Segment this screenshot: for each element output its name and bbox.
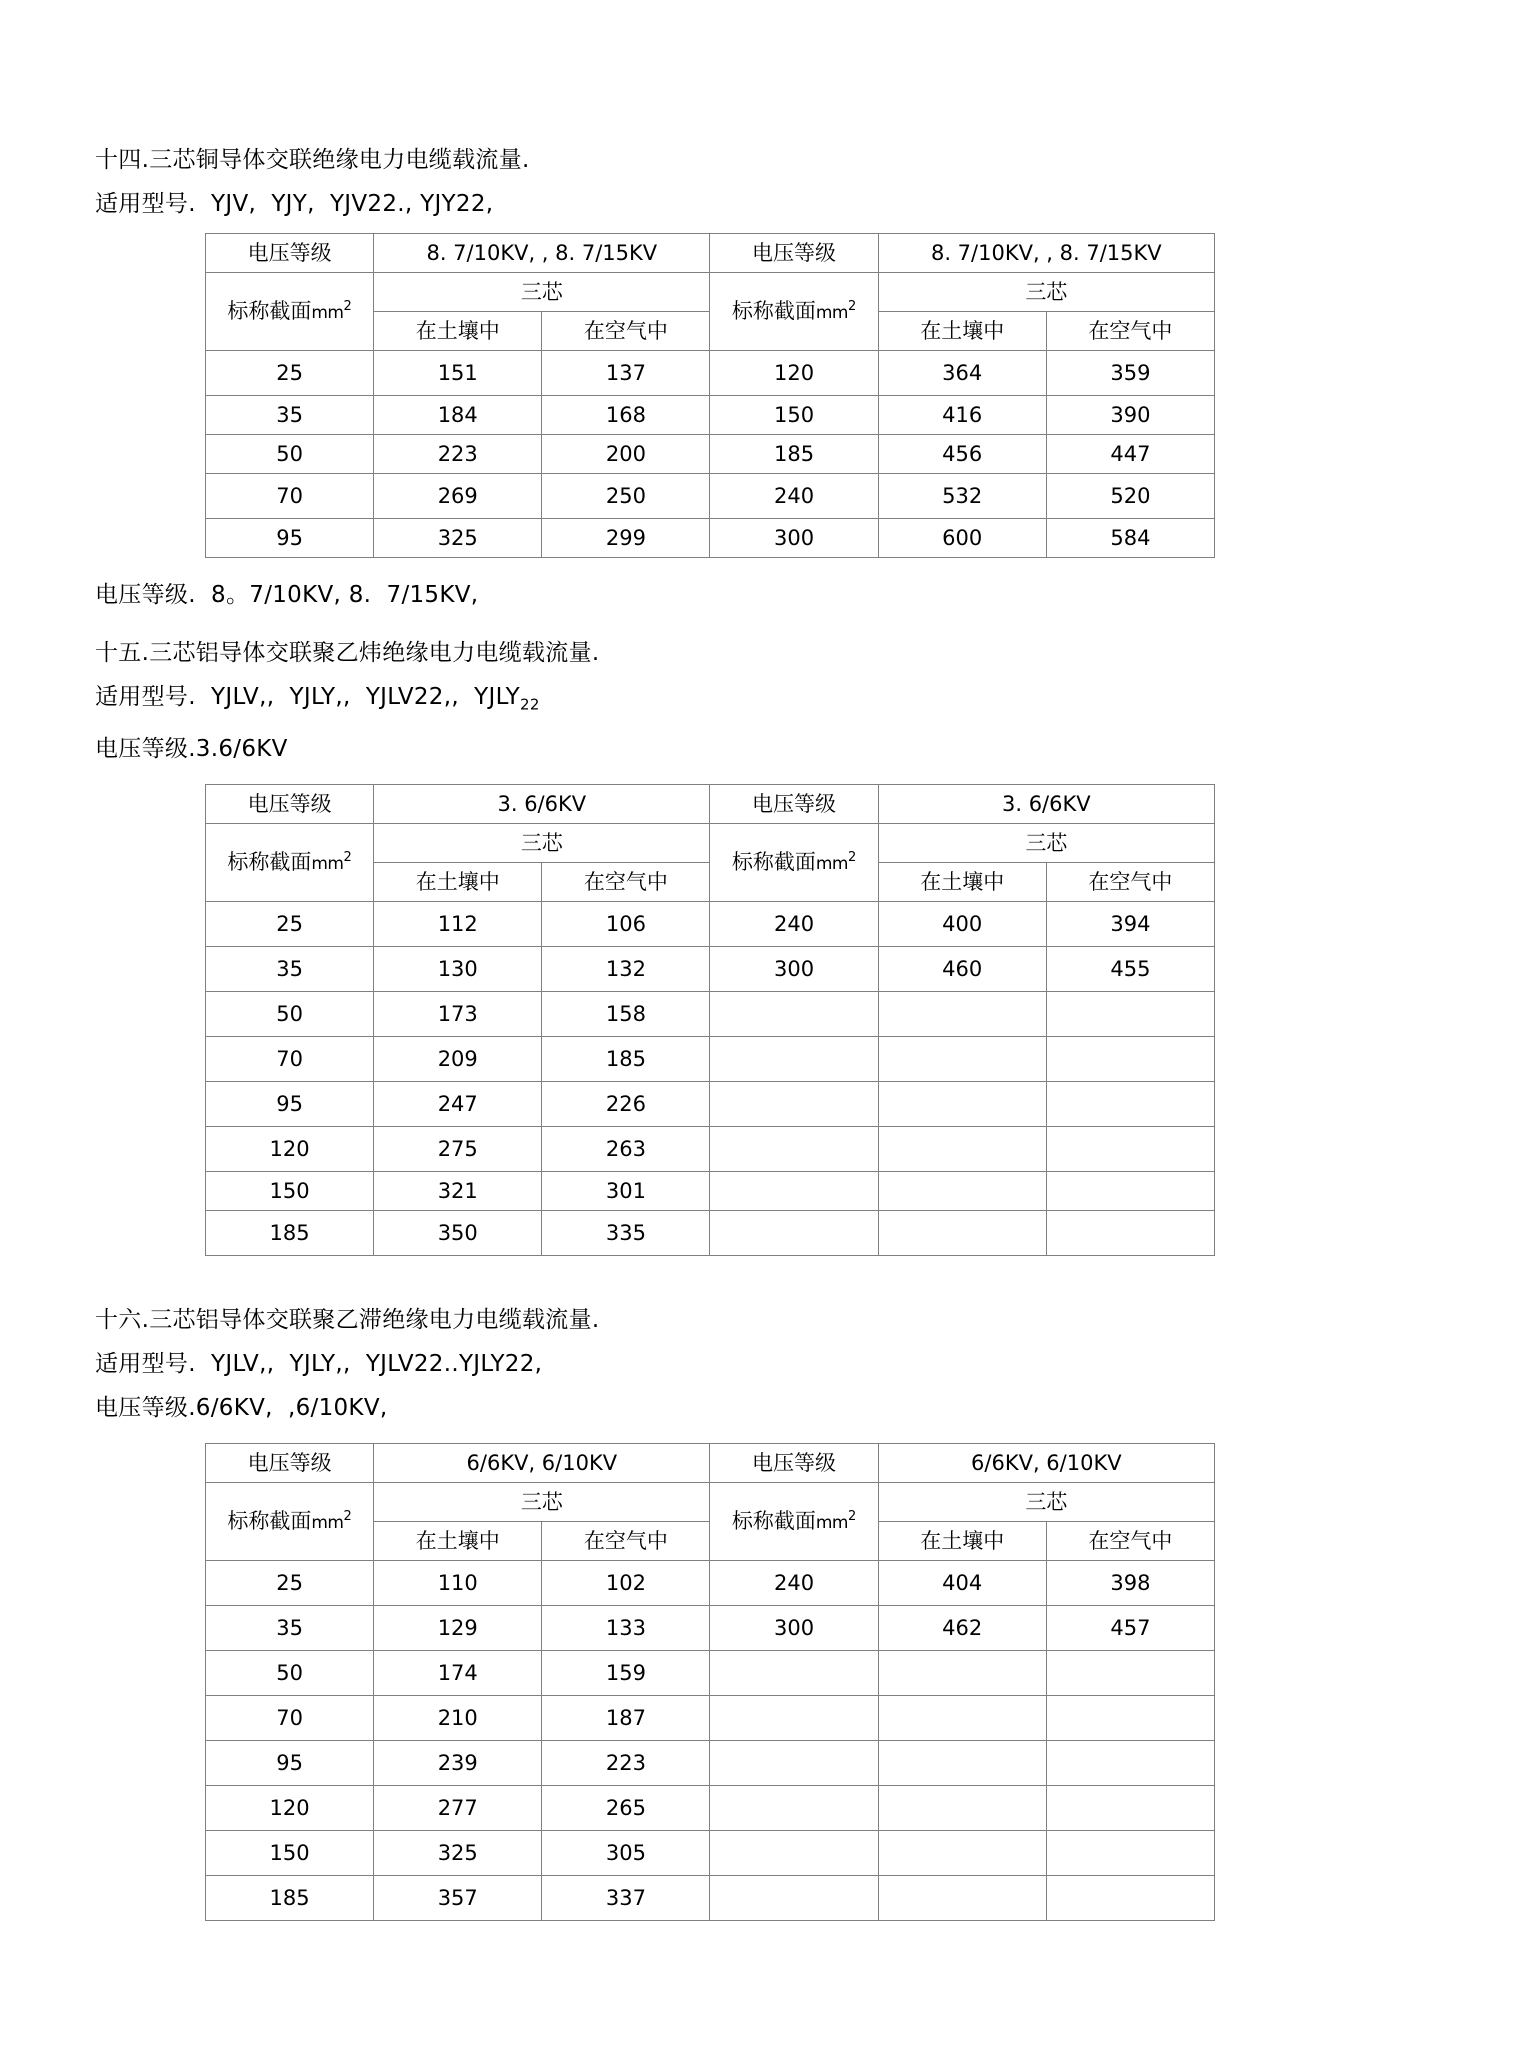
- cell-soil-left: 130: [374, 946, 542, 991]
- cell-soil-right: 364: [878, 351, 1046, 396]
- cell-size-right: [710, 1830, 878, 1875]
- cell-soil-right: [878, 1695, 1046, 1740]
- section-label-text: 标称截面: [227, 1508, 312, 1533]
- cell-soil-left: 239: [374, 1740, 542, 1785]
- cell-soil-right: [878, 1210, 1046, 1255]
- cell-air-right: [1046, 1830, 1214, 1875]
- section-label-text: 标称截面: [227, 849, 312, 874]
- spacer-before-section-16: [95, 1256, 1425, 1300]
- voltage-label-left: 电压等级: [206, 784, 374, 823]
- col-soil-right: 在土壤中: [878, 1521, 1046, 1560]
- cell-soil-right: [878, 1875, 1046, 1920]
- cell-size-left: 120: [206, 1785, 374, 1830]
- table-row: [206, 1081, 1215, 1126]
- voltage-value-left: 3. 6/6KV: [374, 784, 710, 823]
- cell-size-left: 185: [206, 1875, 374, 1920]
- cell-size-left: 50: [206, 991, 374, 1036]
- voltage-label-right: 电压等级: [710, 784, 878, 823]
- cell-size-left: 35: [206, 396, 374, 435]
- section-unit-text: mm: [311, 303, 344, 324]
- section-unit-sup: 2: [343, 849, 352, 865]
- section-unit-sup: 2: [343, 299, 352, 315]
- col-air-right: 在空气中: [1046, 862, 1214, 901]
- voltage-label-right: 电压等级: [710, 234, 878, 273]
- cell-size-left: 185: [206, 1210, 374, 1255]
- cell-soil-left: 223: [374, 435, 542, 474]
- core-label-right: 三芯: [878, 1482, 1214, 1521]
- cell-soil-left: 350: [374, 1210, 542, 1255]
- cell-air-left: 132: [542, 946, 710, 991]
- table-row: [206, 351, 1215, 396]
- table-row-section-header: [206, 1482, 1215, 1521]
- cell-air-left: 168: [542, 396, 710, 435]
- cell-soil-right: 462: [878, 1605, 1046, 1650]
- cell-soil-left: 321: [374, 1171, 542, 1210]
- col-air-left: 在空气中: [542, 862, 710, 901]
- cell-soil-left: 247: [374, 1081, 542, 1126]
- cell-size-right: [710, 1875, 878, 1920]
- table-row: [206, 901, 1215, 946]
- section-unit-sup: 2: [343, 1508, 352, 1524]
- cell-size-left: 95: [206, 1081, 374, 1126]
- col-soil-left: 在土壤中: [374, 312, 542, 351]
- cell-size-left: 35: [206, 1605, 374, 1650]
- core-label-left: 三芯: [374, 273, 710, 312]
- cell-air-right: [1046, 1126, 1214, 1171]
- cell-air-right: 457: [1046, 1605, 1214, 1650]
- cell-soil-right: [878, 1650, 1046, 1695]
- cell-soil-right: [878, 1830, 1046, 1875]
- cell-size-right: [710, 1695, 878, 1740]
- cell-air-right: [1046, 1171, 1214, 1210]
- cell-air-left: 335: [542, 1210, 710, 1255]
- table-section-16-wrapper: [205, 1443, 1215, 1921]
- cell-size-right: 120: [710, 351, 878, 396]
- cell-size-left: 35: [206, 946, 374, 991]
- cell-soil-left: 277: [374, 1785, 542, 1830]
- table-row: [206, 1740, 1215, 1785]
- col-soil-right: 在土壤中: [878, 862, 1046, 901]
- cell-air-right: 584: [1046, 519, 1214, 558]
- cell-size-left: 50: [206, 1650, 374, 1695]
- section-label-left: [206, 273, 374, 351]
- table-row: [206, 1126, 1215, 1171]
- section-label-text: 标称截面: [227, 299, 312, 324]
- col-air-right: 在空气中: [1046, 312, 1214, 351]
- cell-soil-left: 325: [374, 519, 542, 558]
- voltage-value-right: 8. 7/10KV, , 8. 7/15KV: [878, 234, 1214, 273]
- section-14-heading: 十四.三芯铜导体交联绝缘电力电缆载流量.: [95, 147, 530, 173]
- cell-size-left: 150: [206, 1171, 374, 1210]
- table-row: [206, 1695, 1215, 1740]
- cell-soil-right: [878, 991, 1046, 1036]
- cell-size-left: 25: [206, 351, 374, 396]
- table-row: [206, 1650, 1215, 1695]
- cell-soil-left: 357: [374, 1875, 542, 1920]
- col-soil-right: 在土壤中: [878, 312, 1046, 351]
- cell-soil-right: 456: [878, 435, 1046, 474]
- cell-air-right: 390: [1046, 396, 1214, 435]
- section-label-right: [710, 823, 878, 901]
- section-15-heading: 十五.三芯铝导体交联聚乙炜绝缘电力电缆载流量.: [95, 640, 600, 666]
- cell-soil-left: 112: [374, 901, 542, 946]
- cell-size-right: [710, 1036, 878, 1081]
- voltage-label-left: 电压等级: [206, 1443, 374, 1482]
- table-row: [206, 519, 1215, 558]
- section-unit-text: mm: [311, 1512, 344, 1533]
- cell-air-right: [1046, 1740, 1214, 1785]
- col-air-left: 在空气中: [542, 1521, 710, 1560]
- cell-size-left: 70: [206, 1695, 374, 1740]
- col-soil-left: 在土壤中: [374, 862, 542, 901]
- cell-air-right: 394: [1046, 901, 1214, 946]
- section-14-voltage-line: 电压等级. 8。7/10KV, 8. 7/15KV,: [95, 582, 479, 608]
- section-unit-text: mm: [311, 853, 344, 874]
- cell-air-left: 158: [542, 991, 710, 1036]
- section-label-left: [206, 823, 374, 901]
- cell-air-left: 226: [542, 1081, 710, 1126]
- section-15-voltage-line: 电压等级.3.6/6KV: [95, 735, 288, 762]
- section-16-voltage-line: 电压等级.6/6KV, ,6/10KV,: [95, 1394, 388, 1421]
- section-unit-sup: 2: [847, 849, 857, 865]
- cell-soil-right: [878, 1171, 1046, 1210]
- cell-size-left: 95: [206, 1740, 374, 1785]
- cell-size-right: 300: [710, 946, 878, 991]
- cell-soil-right: [878, 1036, 1046, 1081]
- section-label-text: 标称截面: [731, 849, 816, 874]
- cell-size-right: [710, 1171, 878, 1210]
- cell-size-right: 240: [710, 901, 878, 946]
- cell-soil-left: 209: [374, 1036, 542, 1081]
- cell-air-left: 337: [542, 1875, 710, 1920]
- table-row-section-header: [206, 823, 1215, 862]
- cell-size-right: [710, 1081, 878, 1126]
- section-15-model-text: 适用型号. YJLV,, YJLY,, YJLV22,, YJLY: [95, 684, 521, 710]
- cell-air-right: [1046, 1875, 1214, 1920]
- cell-air-right: [1046, 1785, 1214, 1830]
- section-16-model-line: 适用型号. YJLV,, YJLY,, YJLV22..YJLY22,: [95, 1350, 543, 1377]
- table-row: [206, 1210, 1215, 1255]
- cell-size-right: [710, 1210, 878, 1255]
- document-content: [95, 140, 1425, 1921]
- cell-soil-right: 416: [878, 396, 1046, 435]
- core-label-right: 三芯: [878, 273, 1214, 312]
- cell-air-left: 159: [542, 1650, 710, 1695]
- section-15-model-subscript: 22: [520, 695, 540, 714]
- cell-air-right: [1046, 1210, 1214, 1255]
- cell-air-right: 520: [1046, 474, 1214, 519]
- section-label-text: 标称截面: [731, 299, 816, 324]
- cell-air-right: [1046, 1036, 1214, 1081]
- cell-air-right: 447: [1046, 435, 1214, 474]
- cell-soil-left: 275: [374, 1126, 542, 1171]
- cell-air-right: [1046, 1650, 1214, 1695]
- voltage-value-right: 3. 6/6KV: [878, 784, 1214, 823]
- cell-soil-right: [878, 1740, 1046, 1785]
- cell-size-right: [710, 1126, 878, 1171]
- cell-size-left: 150: [206, 1830, 374, 1875]
- section-label-left: [206, 1482, 374, 1560]
- cell-size-right: [710, 1785, 878, 1830]
- section-unit-sup: 2: [847, 299, 857, 315]
- voltage-label-right: 电压等级: [710, 1443, 878, 1482]
- section-label-right: [710, 273, 878, 351]
- cell-air-left: 133: [542, 1605, 710, 1650]
- section-15-model-line: [95, 677, 1425, 726]
- cell-size-right: 185: [710, 435, 878, 474]
- cell-size-right: [710, 1740, 878, 1785]
- cell-size-left: 120: [206, 1126, 374, 1171]
- table-row: [206, 435, 1215, 474]
- cell-size-left: 95: [206, 519, 374, 558]
- cell-air-left: 299: [542, 519, 710, 558]
- table-row: [206, 1875, 1215, 1920]
- table-section-14-wrapper: [205, 233, 1215, 558]
- cell-soil-right: [878, 1126, 1046, 1171]
- cell-soil-left: 110: [374, 1560, 542, 1605]
- table-row: [206, 1605, 1215, 1650]
- cell-air-left: 200: [542, 435, 710, 474]
- cell-air-left: 263: [542, 1126, 710, 1171]
- voltage-value-left: 6/6KV, 6/10KV: [374, 1443, 710, 1482]
- cell-soil-left: 174: [374, 1650, 542, 1695]
- cell-size-right: [710, 1650, 878, 1695]
- cell-soil-right: 600: [878, 519, 1046, 558]
- cell-air-left: 137: [542, 351, 710, 396]
- cell-soil-left: 173: [374, 991, 542, 1036]
- cell-air-left: 250: [542, 474, 710, 519]
- cell-soil-left: 210: [374, 1695, 542, 1740]
- voltage-label-left: 电压等级: [206, 234, 374, 273]
- table-row: [206, 1171, 1215, 1210]
- section-16-heading: 十六.三芯铝导体交联聚乙滞绝缘电力电缆载流量.: [95, 1306, 600, 1333]
- cell-soil-left: 129: [374, 1605, 542, 1650]
- table-section-16: [205, 1443, 1215, 1921]
- section-unit-text: mm: [815, 1512, 848, 1533]
- cell-air-left: 305: [542, 1830, 710, 1875]
- table-row-voltage-header: [206, 1443, 1215, 1482]
- cell-soil-left: 269: [374, 474, 542, 519]
- table-section-15: [205, 784, 1215, 1256]
- table-section-15-wrapper: [205, 784, 1215, 1256]
- cell-soil-left: 151: [374, 351, 542, 396]
- cell-soil-right: [878, 1081, 1046, 1126]
- col-air-right: 在空气中: [1046, 1521, 1214, 1560]
- table-row: [206, 1036, 1215, 1081]
- cell-air-left: 102: [542, 1560, 710, 1605]
- cell-size-right: 240: [710, 474, 878, 519]
- table-row-voltage-header: [206, 234, 1215, 273]
- cell-soil-right: 400: [878, 901, 1046, 946]
- section-unit-text: mm: [815, 853, 848, 874]
- cell-size-left: 25: [206, 1560, 374, 1605]
- cell-air-left: 187: [542, 1695, 710, 1740]
- cell-air-left: 301: [542, 1171, 710, 1210]
- section-unit-sup: 2: [847, 1508, 857, 1524]
- cell-air-right: 398: [1046, 1560, 1214, 1605]
- table-row: [206, 991, 1215, 1036]
- section-label-text: 标称截面: [731, 1508, 816, 1533]
- table-row-voltage-header: [206, 784, 1215, 823]
- col-soil-left: 在土壤中: [374, 1521, 542, 1560]
- cell-size-left: 50: [206, 435, 374, 474]
- table-row: [206, 1830, 1215, 1875]
- cell-air-right: [1046, 1695, 1214, 1740]
- table-row: [206, 1560, 1215, 1605]
- cell-size-left: 70: [206, 1036, 374, 1081]
- section-label-right: [710, 1482, 878, 1560]
- core-label-left: 三芯: [374, 823, 710, 862]
- cell-soil-left: 325: [374, 1830, 542, 1875]
- cell-air-left: 223: [542, 1740, 710, 1785]
- core-label-right: 三芯: [878, 823, 1214, 862]
- table-section-14: [205, 233, 1215, 558]
- cell-size-right: [710, 991, 878, 1036]
- cell-size-right: 300: [710, 519, 878, 558]
- section-unit-text: mm: [815, 303, 848, 324]
- cell-size-right: 150: [710, 396, 878, 435]
- cell-soil-left: 184: [374, 396, 542, 435]
- cell-size-right: 240: [710, 1560, 878, 1605]
- cell-soil-right: [878, 1785, 1046, 1830]
- cell-soil-right: 460: [878, 946, 1046, 991]
- cell-size-right: 300: [710, 1605, 878, 1650]
- cell-soil-right: 532: [878, 474, 1046, 519]
- cell-air-right: 455: [1046, 946, 1214, 991]
- cell-soil-right: 404: [878, 1560, 1046, 1605]
- section-14-model-line: 适用型号. YJV, YJY, YJV22., YJY22,: [95, 191, 494, 217]
- col-air-left: 在空气中: [542, 312, 710, 351]
- cell-air-right: [1046, 991, 1214, 1036]
- table-row-section-header: [206, 273, 1215, 312]
- cell-size-left: 70: [206, 474, 374, 519]
- cell-size-left: 25: [206, 901, 374, 946]
- cell-air-left: 265: [542, 1785, 710, 1830]
- cell-air-left: 106: [542, 901, 710, 946]
- table-row: [206, 474, 1215, 519]
- cell-air-right: 359: [1046, 351, 1214, 396]
- core-label-left: 三芯: [374, 1482, 710, 1521]
- table-row: [206, 396, 1215, 435]
- table-row: [206, 946, 1215, 991]
- cell-air-left: 185: [542, 1036, 710, 1081]
- voltage-value-right: 6/6KV, 6/10KV: [878, 1443, 1214, 1482]
- voltage-value-left: 8. 7/10KV, , 8. 7/15KV: [374, 234, 710, 273]
- cell-air-right: [1046, 1081, 1214, 1126]
- table-row: [206, 1785, 1215, 1830]
